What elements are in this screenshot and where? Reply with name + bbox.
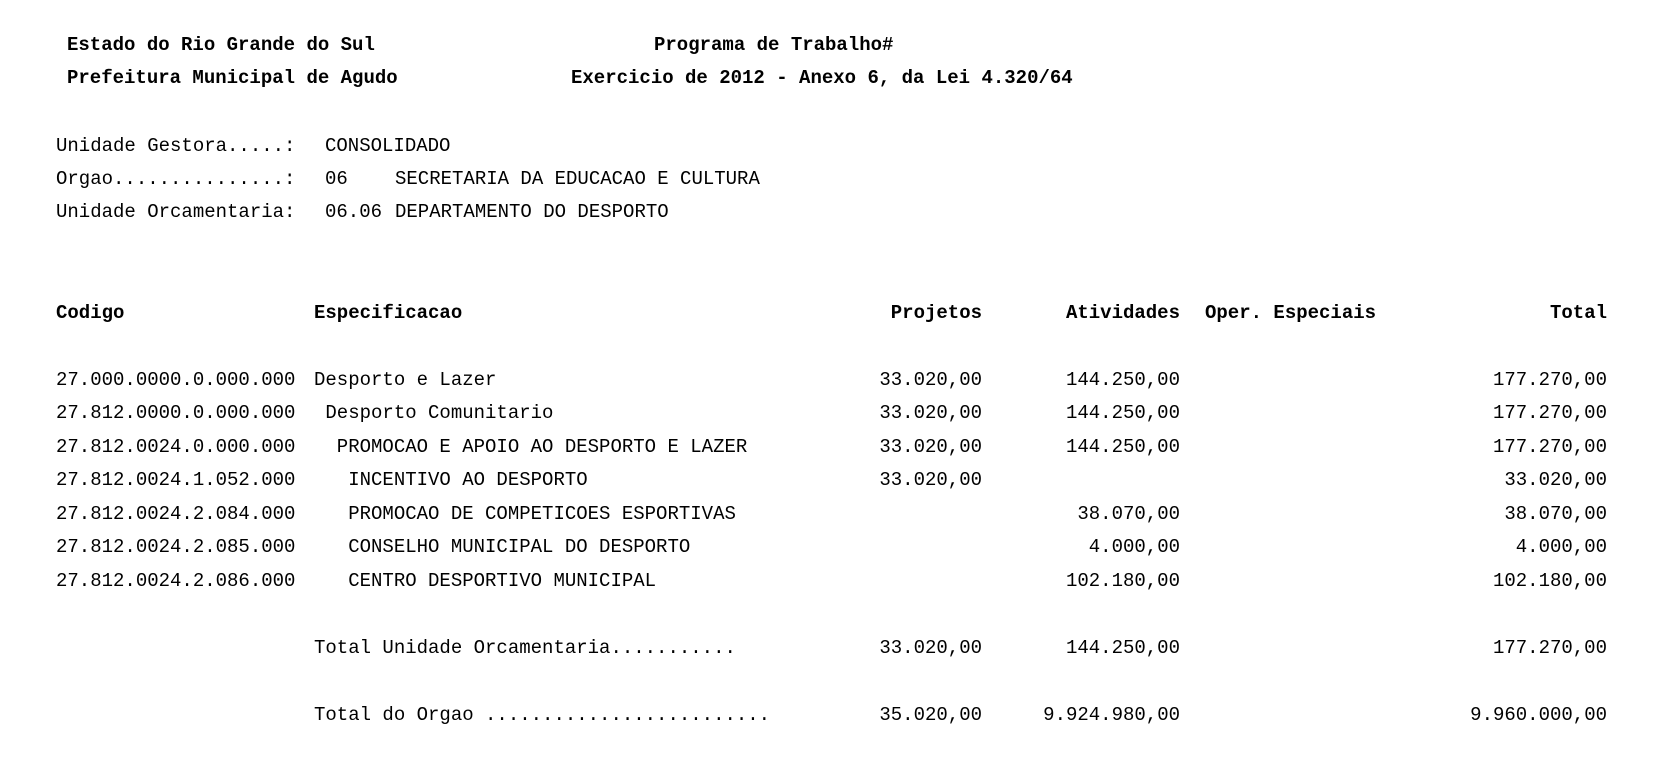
header-total: Total [1549,302,1607,324]
row-especificacao: CENTRO DESPORTIVO MUNICIPAL [314,570,657,592]
row-projetos: 33.020,00 [879,469,982,491]
row-codigo: 27.812.0024.2.085.000 [56,536,296,558]
report-title: Programa de Trabalho# [654,34,894,56]
row-especificacao: Desporto e Lazer [314,369,497,391]
row-total: 177.270,00 [1492,369,1607,391]
row-atividades: 144.250,00 [1065,369,1180,391]
row-codigo: 27.812.0024.2.086.000 [56,570,296,592]
municipality-name: Prefeitura Municipal de Agudo [67,67,398,89]
row-total: 102.180,00 [1492,570,1607,592]
unidade-gestora-label: Unidade Gestora.....: [56,135,296,157]
total-unidade-atividades: 144.250,00 [1065,637,1180,659]
total-orgao-total: 9.960.000,00 [1470,704,1607,726]
row-codigo: 27.812.0024.1.052.000 [56,469,296,491]
row-codigo: 27.812.0024.0.000.000 [56,436,296,458]
total-unidade-total: 177.270,00 [1492,637,1607,659]
header-codigo: Codigo [56,302,125,324]
header-projetos: Projetos [890,302,982,324]
row-projetos: 33.020,00 [879,402,982,424]
unidade-gestora-value: CONSOLIDADO [325,135,451,157]
row-especificacao: INCENTIVO AO DESPORTO [314,469,588,491]
row-projetos: 33.020,00 [879,369,982,391]
total-orgao-label: Total do Orgao ......................... [314,704,771,726]
total-unidade-projetos: 33.020,00 [879,637,982,659]
orgao-code: 06 [325,168,348,190]
report-subtitle: Exercicio de 2012 - Anexo 6, da Lei 4.320/64 [571,67,1073,89]
row-atividades: 144.250,00 [1065,402,1180,424]
row-especificacao: PROMOCAO E APOIO AO DESPORTO E LAZER [314,436,748,458]
total-orgao-atividades: 9.924.980,00 [1043,704,1180,726]
unidade-orcamentaria-label: Unidade Orcamentaria: [56,201,296,223]
header-oper-especiais: Oper. Especiais [1205,302,1377,324]
row-codigo: 27.812.0000.0.000.000 [56,402,296,424]
row-atividades: 144.250,00 [1065,436,1180,458]
row-total: 38.070,00 [1504,503,1607,525]
row-projetos: 33.020,00 [879,436,982,458]
row-total: 177.270,00 [1492,436,1607,458]
row-atividades: 102.180,00 [1065,570,1180,592]
row-total: 33.020,00 [1504,469,1607,491]
header-atividades: Atividades [1065,302,1180,324]
header-especificacao: Especificacao [314,302,463,324]
row-codigo: 27.000.0000.0.000.000 [56,369,296,391]
unidade-orcamentaria-name: DEPARTAMENTO DO DESPORTO [395,201,669,223]
row-total: 177.270,00 [1492,402,1607,424]
row-atividades: 38.070,00 [1077,503,1180,525]
total-unidade-label: Total Unidade Orcamentaria........... [314,637,736,659]
row-especificacao: PROMOCAO DE COMPETICOES ESPORTIVAS [314,503,736,525]
total-orgao-projetos: 35.020,00 [879,704,982,726]
orgao-name: SECRETARIA DA EDUCACAO E CULTURA [395,168,760,190]
row-especificacao: CONSELHO MUNICIPAL DO DESPORTO [314,536,691,558]
orgao-label: Orgao...............: [56,168,296,190]
row-total: 4.000,00 [1515,536,1607,558]
unidade-orcamentaria-code: 06.06 [325,201,383,223]
row-codigo: 27.812.0024.2.084.000 [56,503,296,525]
state-name: Estado do Rio Grande do Sul [67,34,375,56]
row-especificacao: Desporto Comunitario [314,402,554,424]
row-atividades: 4.000,00 [1088,536,1180,558]
